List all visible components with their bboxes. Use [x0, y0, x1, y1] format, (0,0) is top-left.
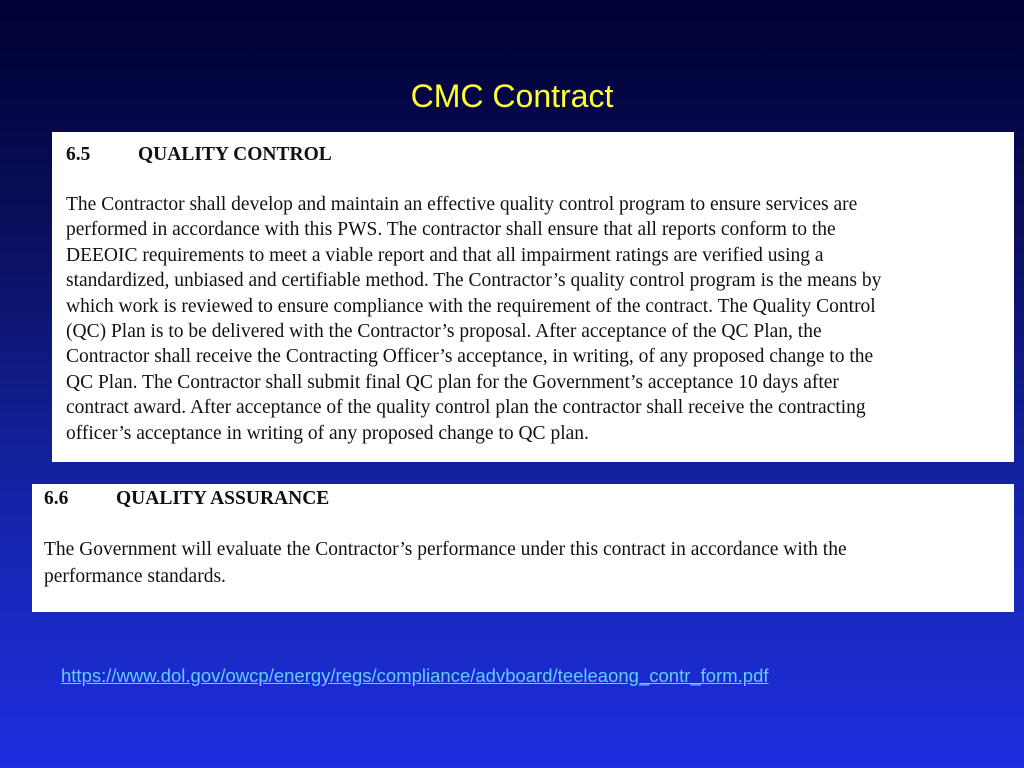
- source-link[interactable]: https://www.dol.gov/owcp/energy/regs/compliance/advboard/teeleaong_contr_form.pdf: [61, 665, 769, 686]
- section-heading: [44, 486, 1000, 512]
- section-title: QUALITY ASSURANCE: [116, 488, 330, 509]
- excerpt-quality-assurance: [32, 484, 1014, 612]
- slide-title: CMC Contract: [410, 78, 614, 114]
- section-number: 6.5: [66, 144, 91, 165]
- section-body: The Government will evaluate the Contractor’s performance under this contract in accordance with the performance standards.: [44, 539, 847, 587]
- excerpt-quality-control: [52, 132, 1014, 462]
- section-body: The Contractor shall develop and maintain an effective quality control program to ensure services are performed in accordance with this PWS. The contractor shall ensure that all reports conform to the DEEOIC requirements to meet a viable report and that all impairment ratings are verified using a standardized, unbiased and certifiable method. The Contractor’s quality control program is the means by which work is reviewed to ensure compliance with the requirement of the contract. The Quality Control (QC) Plan is to be delivered with the Contractor’s proposal. After acceptance of the QC Plan, the Contractor shall receive the Contracting Officer’s acceptance, in writing, of any proposed change to the QC Plan. The Contractor shall submit final QC plan for the Government’s acceptance 10 days after contract award. After acceptance of the quality control plan the contractor shall receive the contracting officer’s acceptance in writing of any proposed change to QC plan.: [66, 194, 882, 444]
- section-title: QUALITY CONTROL: [138, 144, 332, 165]
- section-number: 6.6: [44, 488, 69, 509]
- section-heading: [66, 142, 1000, 168]
